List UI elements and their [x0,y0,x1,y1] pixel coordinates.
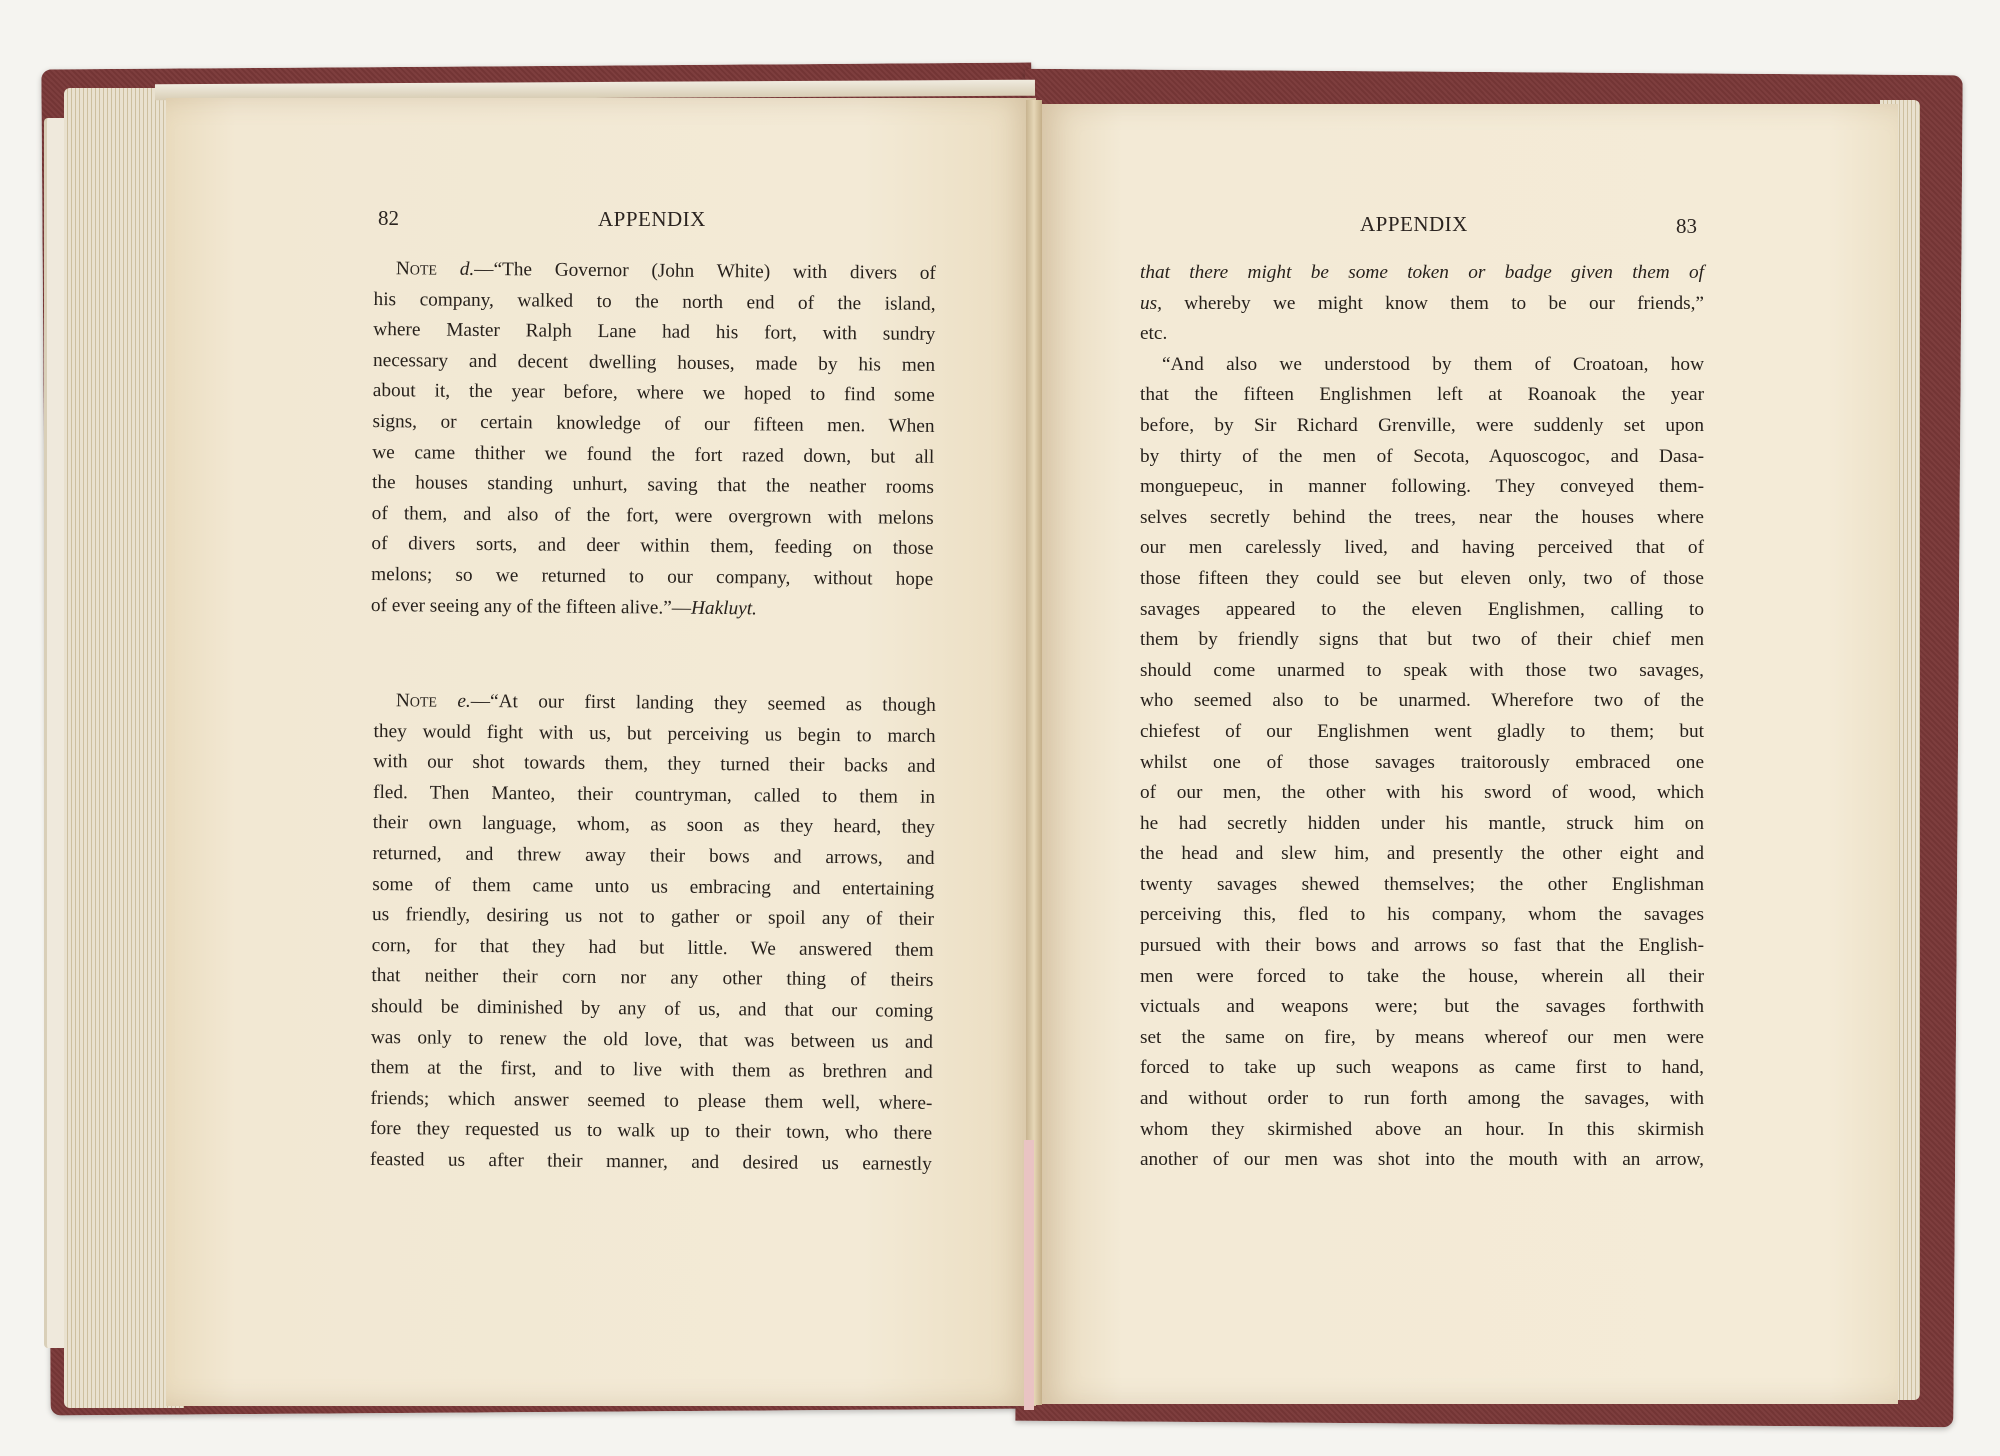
note-e-line: fore they requested us to walk up to their town, who there [370,1118,933,1145]
right-page-text [1140,258,1704,1176]
note-e-paragraph [370,686,936,1180]
body-line: the head and slew him, and presently the other eight and [1140,843,1704,865]
note-label: Note [395,258,438,280]
body-line: set the same on fire, by means whereof our men were [1140,1026,1704,1048]
body-line: that the fifteen Englishmen left at Roanoak the year [1140,384,1704,406]
body-line: our men carelessly lived, and having perceived that of [1140,537,1704,559]
note-d-line: of divers sorts, and deer within them, feeding on those [371,533,934,560]
note-e-line: their own language, whom, as soon as they heard, they [372,812,935,839]
note-e-line: them at the first, and to live with them as brethren and [370,1057,933,1084]
note-e-line: corn, for that they had but little. We answered them [371,934,934,961]
note-e-line: was only to renew the old love, that was between us and [370,1026,934,1053]
note-d-line: melons; so we returned to our company, without hope [371,563,934,590]
note-e-line: feasted us after their manner, and desired us earnestly [369,1148,932,1175]
note-e-line: friends; which answer seemed to please them well, where- [370,1087,933,1114]
body-line: selves secretly behind the trees, near the houses where [1140,506,1704,528]
body-line: and without order to run forth among the savages, with [1140,1088,1704,1110]
body-line: etc. [1140,323,1168,345]
note-d-line: Note d.—“The Governor (John White) with divers of [395,258,936,284]
body-line: us, whereby we might know them to be our friends,” [1140,292,1704,314]
body-line: monguepeuc, in manner following. They conveyed them- [1140,476,1704,498]
running-head-left: APPENDIX [598,207,706,231]
page-number-right: 83 [1676,214,1697,238]
endpaper-strip [1024,1140,1034,1410]
body-line: them by friendly signs that but two of their chief men [1140,629,1704,651]
note-e-line: they would fight with us, but perceiving us begin to march [373,720,936,747]
note-label: Note [395,690,438,712]
note-d-line: his company, walked to the north end of the island, [373,288,936,315]
note-d-line-citation: of ever seeing any of the fifteen alive.”—Hakluyt. [370,594,758,619]
citation-hakluyt: Hakluyt. [690,597,758,619]
note-e-line: that neither their corn nor any other thing of theirs [371,965,934,992]
body-line: whilst one of those savages traitorously embraced one [1140,751,1704,773]
body-line: “And also we understood by them of Croatoan, how [1162,353,1704,375]
note-e-line: returned, and threw away their bows and arrows, and [372,842,935,869]
body-line: who seemed also to be unarmed. Wherefore two of the [1140,690,1704,712]
body-line: those fifteen they could see but eleven only, two of those [1140,567,1704,589]
body-line-italic: that there might be some token or badge given them of [1140,262,1704,283]
note-e-line: us friendly, desiring us not to gather or spoil any of their [371,904,935,931]
body-line: another of our men was shot into the mouth with an arrow, [1140,1149,1704,1171]
note-d-line: about it, the year before, where we hoped to find some [372,380,935,407]
body-line: before, by Sir Richard Grenville, were suddenly set upon [1140,414,1704,436]
note-d-line: the houses standing unhurt, saving that the neather rooms [371,472,935,499]
page-number-left: 82 [378,206,399,230]
body-line: savages appeared to the eleven Englishmen, calling to [1140,598,1704,620]
body-line: he had secretly hidden under his mantle, struck him on [1140,812,1704,834]
body-line: chiefest of our Englishmen went gladly to them; but [1140,720,1704,742]
body-line: forced to take up such weapons as came first to hand, [1140,1057,1704,1079]
note-e-line: should be diminished by any of us, and that our coming [371,995,934,1022]
note-letter: e. [457,690,471,712]
note-d-line: of them, and also of the fort, were overgrown with melons [371,502,934,529]
body-line: should come unarmed to speak with those two savages, [1140,659,1704,681]
note-d-line: necessary and decent dwelling houses, made by his men [372,349,936,376]
note-e-line: with our shot towards them, they turned their backs and [373,751,936,778]
note-d-line: we came thither we found the fort razed down, but all [372,441,935,468]
note-letter: d. [459,258,475,280]
note-e-line: Note e.—“At our first landing they seemed as though [395,690,936,716]
note-e-line: some of them came unto us embracing and entertaining [372,873,935,900]
italic-word: us, [1140,292,1162,314]
note-d-paragraph [371,254,936,626]
body-line: of our men, the other with his sword of wood, which [1140,782,1704,804]
body-line: pursued with their bows and arrows so fast that the English- [1140,935,1704,957]
body-line: men were forced to take the house, wherein all their [1140,965,1704,987]
body-line: twenty savages shewed themselves; the other Englishman [1140,873,1704,895]
note-d-line: signs, or certain knowledge of our fifteen men. When [372,410,935,437]
body-line: perceiving this, fled to his company, whom the savages [1140,904,1704,926]
running-head-right: APPENDIX [1360,212,1468,236]
body-line: victuals and weapons were; but the savages forthwith [1140,996,1704,1018]
body-line: by thirty of the men of Secota, Aquoscogoc, and Dasa- [1140,445,1704,467]
note-d-line: where Master Ralph Lane had his fort, with sundry [373,319,936,346]
body-line: whom they skirmished above an hour. In this skirmish [1140,1118,1704,1140]
note-e-line: fled. Then Manteo, their countryman, called to them in [372,781,936,808]
